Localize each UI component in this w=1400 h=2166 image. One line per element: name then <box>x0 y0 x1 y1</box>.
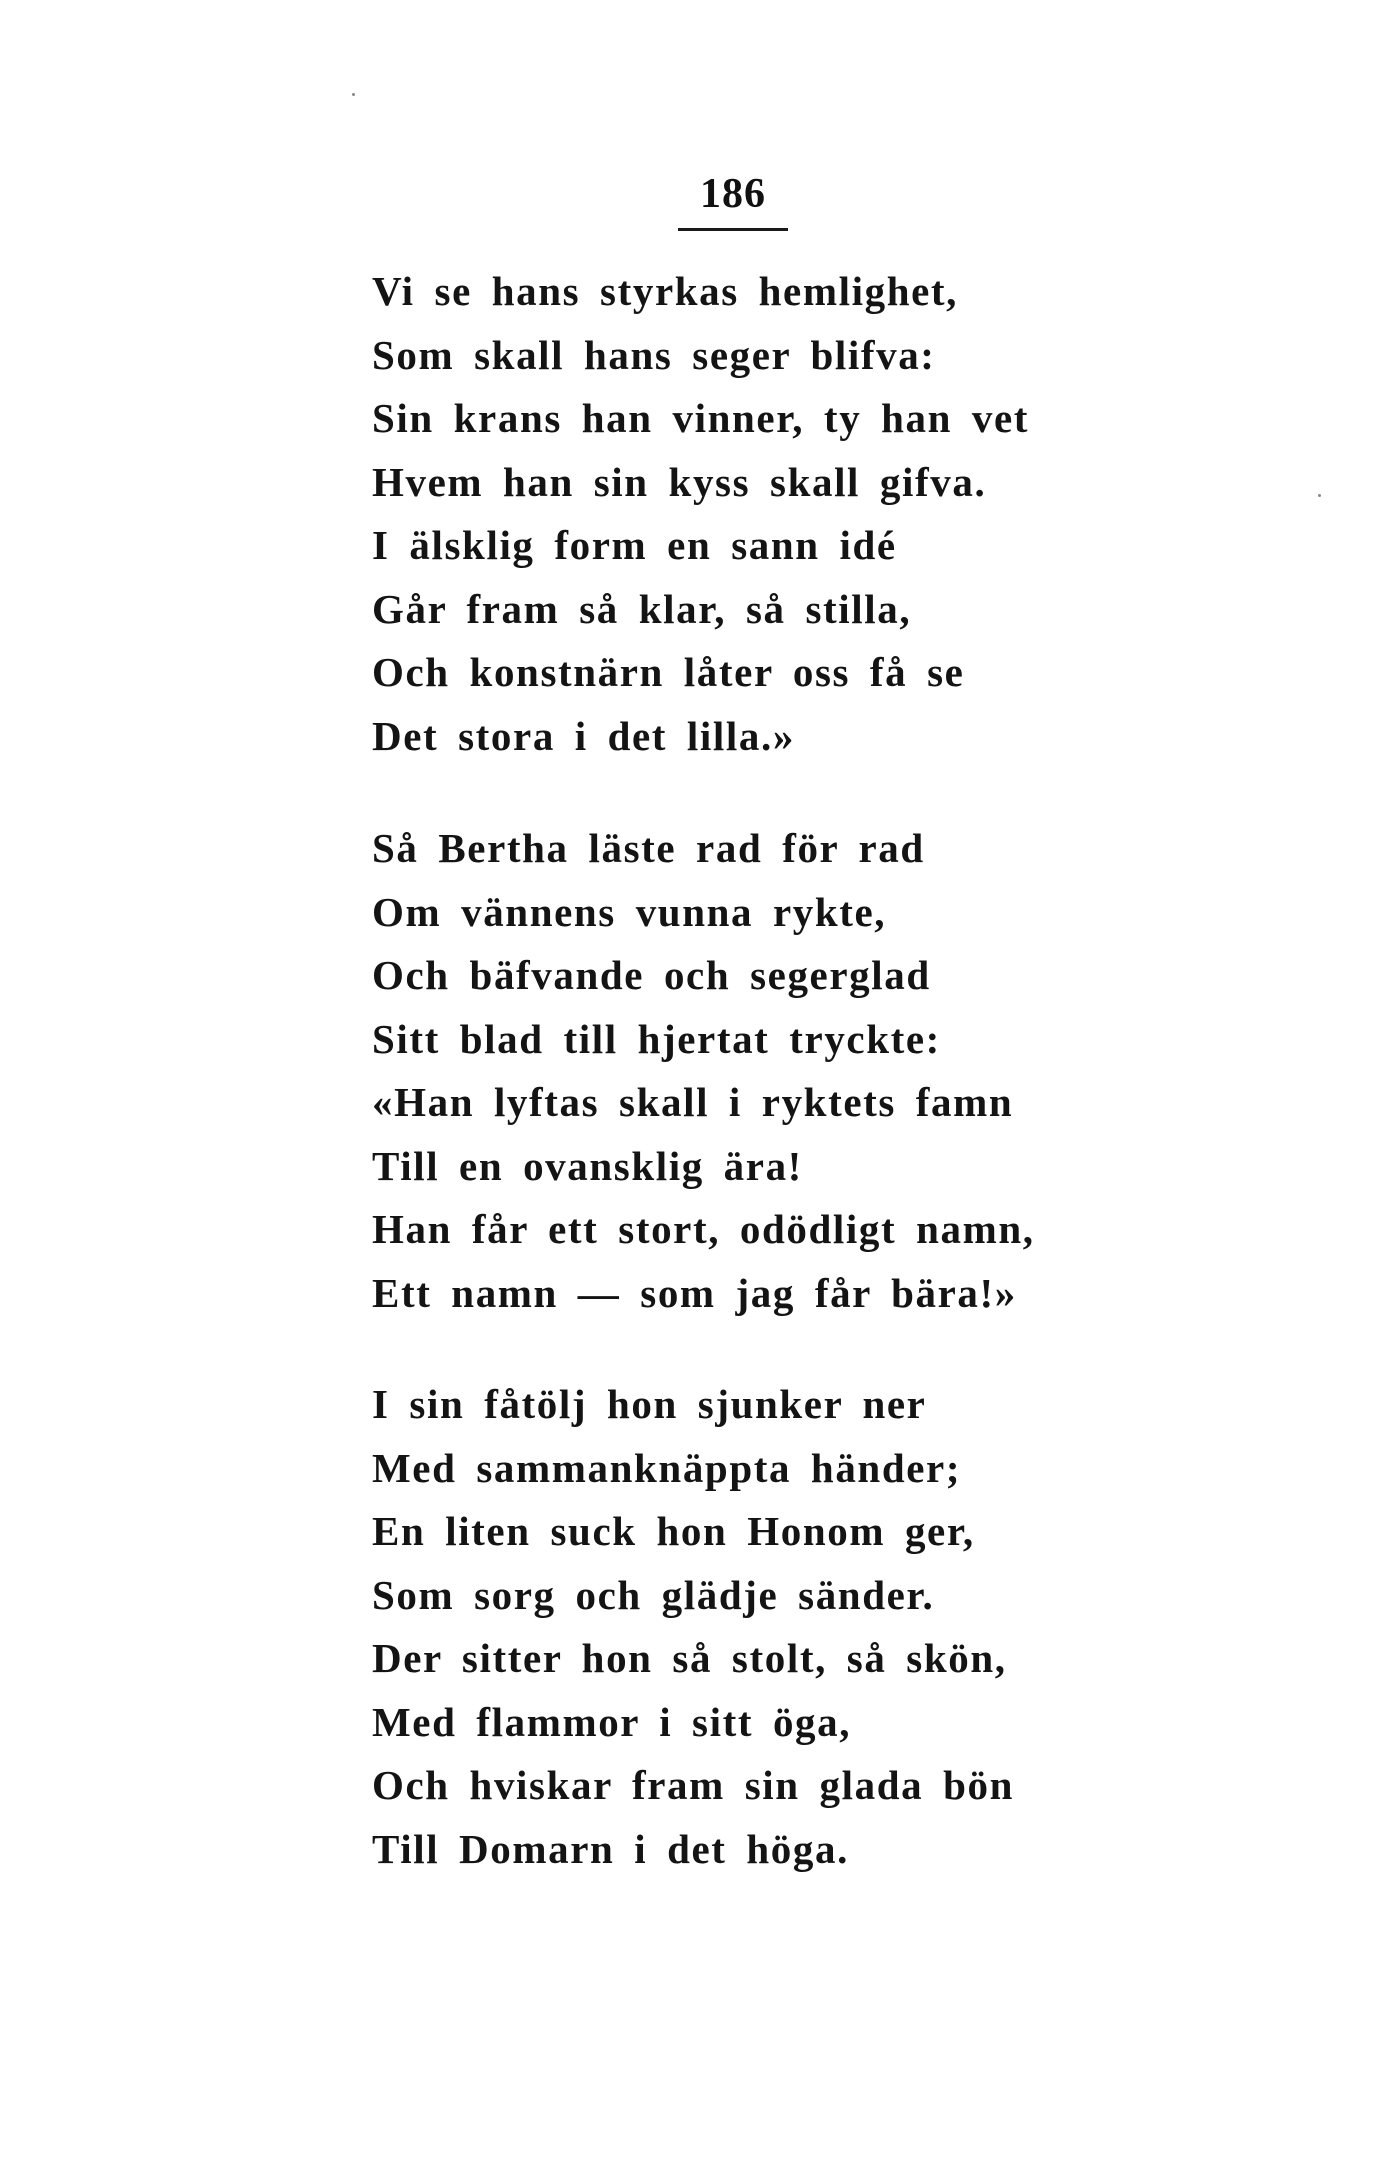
verse-line: Ett namn — som jag får bära!» <box>372 1269 1017 1316</box>
verse-line: Så Bertha läste rad för rad <box>372 825 925 871</box>
verse-line: Som skall hans seger blifva: <box>372 331 936 378</box>
verse-line: «Han lyftas skall i ryktets famn <box>372 1079 1014 1125</box>
stanza-1 <box>372 260 1072 768</box>
verse-line: Till Domarn i det höga. <box>372 1825 849 1872</box>
verse-line: Och konstnärn låter oss få se <box>372 649 965 695</box>
verse-line: Sitt blad till hjertat tryckte: <box>372 1015 941 1062</box>
stanza-3 <box>372 1373 1072 1881</box>
verse-line: Vi se hans styrkas hemlighet, <box>372 268 958 314</box>
verse-line: Och hviskar fram sin glada bön <box>372 1762 1015 1808</box>
verse-line: Som sorg och glädje sänder. <box>372 1571 935 1618</box>
verse-line: Hvem han sin kyss skall gifva. <box>372 458 987 505</box>
page-number-underline <box>678 228 788 231</box>
verse-line: Med sammanknäppta händer; <box>372 1444 962 1491</box>
verse-line: I älsklig form en sann idé <box>372 522 897 568</box>
verse-line: Der sitter hon så stolt, så skön, <box>372 1635 1007 1681</box>
verse-line: Det stora i det lilla.» <box>372 712 795 759</box>
verse-line: Sin krans han vinner, ty han vet <box>372 395 1030 441</box>
verse-line: En liten suck hon Honom ger, <box>372 1508 975 1554</box>
verse-line: Han får ett stort, odödligt namn, <box>372 1206 1035 1252</box>
paper-speck <box>352 93 355 96</box>
paper-speck <box>1318 494 1321 497</box>
verse-line: Med flammor i sitt öga, <box>372 1698 852 1745</box>
verse-line: Till en ovansklig ära! <box>372 1142 803 1189</box>
page-number: 186 <box>700 171 766 217</box>
verse-line: Och bäfvande och segerglad <box>372 952 931 998</box>
verse-line: Om vännens vunna rykte, <box>372 888 887 935</box>
verse-line: I sin fåtölj hon sjunker ner <box>372 1381 927 1427</box>
stanza-2 <box>372 817 1072 1325</box>
verse-line: Går fram så klar, så stilla, <box>372 585 912 632</box>
